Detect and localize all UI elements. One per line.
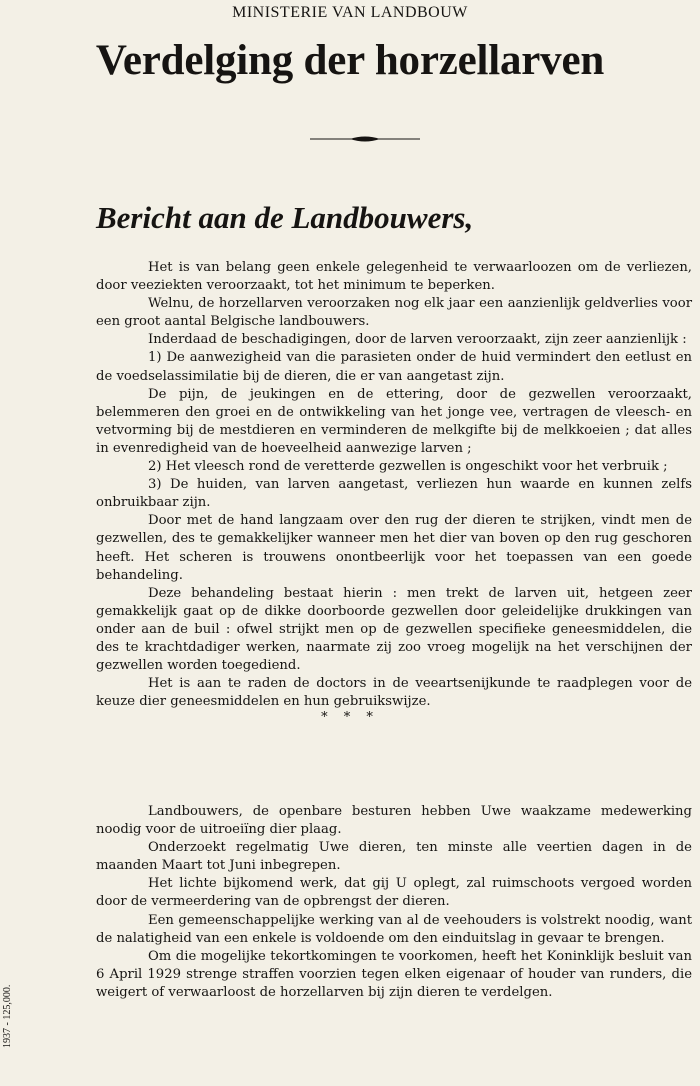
- ornamental-rule: [310, 132, 420, 146]
- paragraph: Deze behandeling bestaat hierin : men trekt de larven uit, hetgeen zeer gemakkelijk gaat op de dikke doorboorde gezwellen door geleidelijke drukkingen van onder aan de buil : ofwel strijkt men op de gezwellen specifieke geneesmiddelen, die des te krachtdadiger werken, naarmate zij zoo vroeg mogelijk na het verschijnen der gezwellen worden toegediend.: [96, 585, 692, 674]
- paragraph: Onderzoekt regelmatig Uwe dieren, ten minste alle veertien dagen in de maanden Maart tot Juni inbegrepen.: [96, 840, 692, 874]
- paragraph: 3) De huiden, van larven aangetast, verliezen hun waarde en kunnen zelfs onbruikbaar zijn.: [96, 477, 692, 511]
- section-separator: * * *: [321, 710, 379, 725]
- paragraph: Het lichte bijkomend werk, dat gij U oplegt, zal ruimschoots vergoed worden door de vermeerdering van de opbrengst der dieren.: [96, 876, 692, 910]
- print-run-info: 1937 - 125,000.: [2, 984, 13, 1048]
- paragraph: Om die mogelijke tekortkomingen te voorkomen, heeft het Koninklijk besluit van 6 April 1929 strenge straffen voorzien tegen elken eigenaar of houder van runders, die weigert of verwaarloost de horzellarven bij zijn dieren te verdelgen.: [96, 948, 692, 1000]
- notice-subtitle: Bericht aan de Landbouwers,: [96, 200, 474, 235]
- body-section-1: [96, 259, 692, 711]
- paragraph: 2) Het vleesch rond de veretterde gezwellen is ongeschikt voor het verbruik ;: [148, 459, 668, 475]
- paragraph: Inderdaad de beschadigingen, door de larven veroorzaakt, zijn zeer aanzienlijk :: [148, 332, 687, 348]
- ministry-heading: MINISTERIE VAN LANDBOUW: [232, 4, 468, 21]
- paragraph: Welnu, de horzellarven veroorzaken nog elk jaar een aanzienlijk geldverlies voor een groot aantal Belgische landbouwers.: [96, 296, 692, 330]
- paragraph: Een gemeenschappelijke werking van al de veehouders is volstrekt noodig, want de nalatigheid van een enkele is voldoende om den einduitslag in gevaar te brengen.: [96, 912, 692, 946]
- paragraph: De pijn, de jeukingen en de ettering, door de gezwellen veroorzaakt, belemmeren den groei en de ontwikkeling van het jonge vee, vertragen de vleesch- en vetvorming bij de mestdieren en verminderen de melkgifte bij de melkkoeien ; dat alles in evenredigheid van de hoeveelheid aanwezige larven ;: [96, 386, 692, 456]
- paragraph: Landbouwers, de openbare besturen hebben Uwe waakzame medewerking noodig voor de uitroeiïng dier plaag.: [96, 804, 692, 838]
- body-section-2: [96, 803, 692, 1002]
- paragraph: Het is van belang geen enkele gelegenheid te verwaarloozen om de verliezen, door veeziekten veroorzaakt, tot het minimum te beperken.: [96, 260, 692, 294]
- paragraph: 1) De aanwezigheid van die parasieten onder de huid vermindert den eetlust en de voedselassimilatie bij de dieren, die er van aangetast zijn.: [96, 350, 692, 384]
- paragraph: Door met de hand langzaam over den rug der dieren te strijken, vindt men de gezwellen, des te gemakkelijker wanneer men het dier van boven op den rug geschoren heeft. Het scheren is trouwens onontbeerlijk voor het toepassen van een goede behandeling.: [96, 513, 692, 583]
- page-title: Verdelging der horzellarven: [95, 37, 605, 84]
- paragraph: Het is aan te raden de doctors in de veeartsenijkunde te raadplegen voor de keuze dier geneesmiddelen en hun gebruikswijze.: [96, 676, 692, 710]
